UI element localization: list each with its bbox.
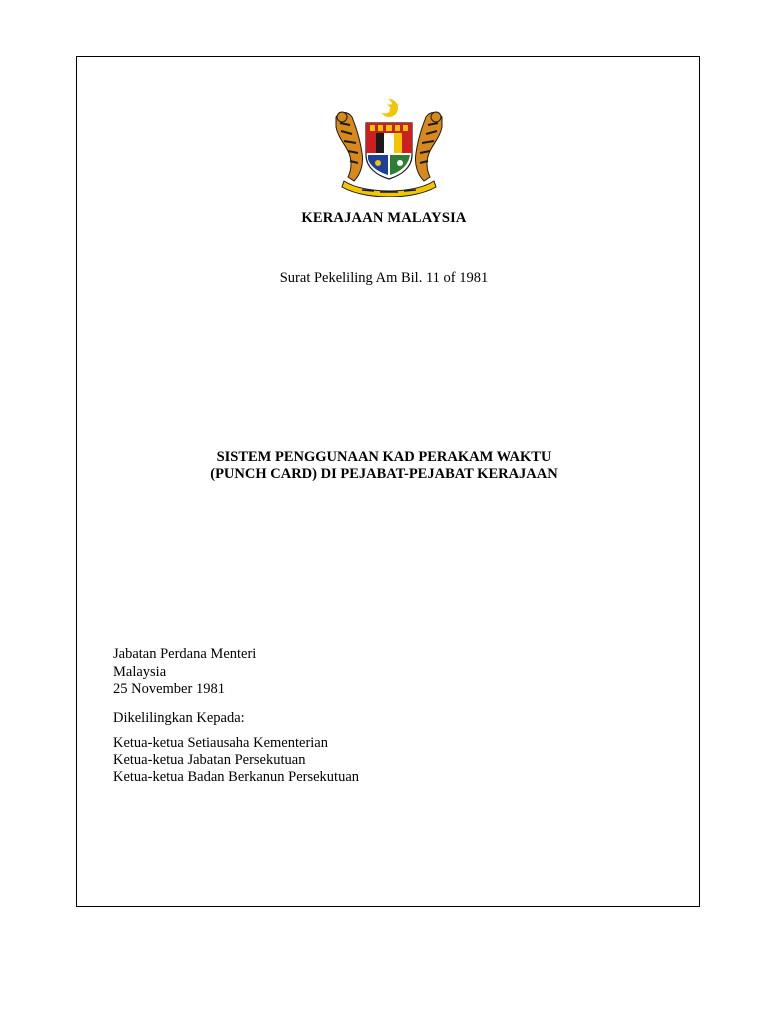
sender-country: Malaysia: [113, 663, 167, 680]
recipient-item: Ketua-ketua Badan Berkanun Persekutuan: [113, 769, 360, 785]
sender-department: Jabatan Perdana Menteri: [113, 646, 257, 662]
title-line: SISTEM PENGGUNAAN KAD PERAKAM WAKTU: [216, 449, 552, 465]
sender-block: [113, 646, 256, 699]
circular-number: Surat Pekeliling Am Bil. 11 of 1981: [279, 270, 489, 286]
document-title: [0, 449, 768, 483]
recipient-item: Ketua-ketua Setiausaha Kementerian: [113, 735, 328, 751]
malaysia-coat-of-arms-icon: [326, 97, 452, 197]
title-line: (PUNCH CARD) DI PEJABAT-PEJABAT KERAJAAN: [210, 466, 558, 482]
issue-date: 25 November 1981: [113, 681, 225, 697]
government-heading: KERAJAAN MALAYSIA: [301, 210, 467, 226]
circulated-to-label: Dikelilingkan Kepada:: [113, 710, 245, 726]
recipient-item: Ketua-ketua Jabatan Persekutuan: [113, 752, 306, 768]
recipient-list: [113, 735, 359, 786]
